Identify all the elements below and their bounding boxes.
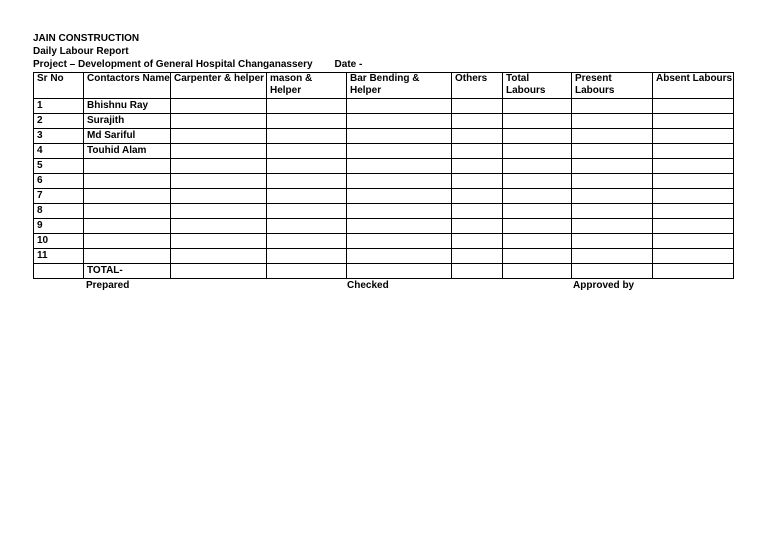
contractor-name-cell	[84, 249, 171, 264]
contractor-name-cell	[84, 204, 171, 219]
cell-empty	[452, 189, 503, 204]
cell-empty	[452, 99, 503, 114]
cell-empty	[171, 234, 267, 249]
cell-empty	[347, 159, 452, 174]
cell-empty	[503, 174, 572, 189]
cell-empty	[267, 249, 347, 264]
cell-empty	[171, 144, 267, 159]
contractor-name-cell	[84, 189, 171, 204]
table-row	[34, 189, 734, 204]
cell-empty	[572, 219, 653, 234]
cell-empty	[653, 99, 734, 114]
cell-empty	[171, 174, 267, 189]
cell-empty	[503, 159, 572, 174]
sr-no-cell: 7	[34, 189, 84, 204]
cell-empty	[452, 234, 503, 249]
cell-empty	[171, 159, 267, 174]
cell-empty	[347, 204, 452, 219]
checked-label: Checked	[347, 280, 389, 291]
column-header-total-labours: Total Labours	[503, 73, 572, 99]
table-row	[34, 159, 734, 174]
sr-no-cell: 6	[34, 174, 84, 189]
cell-empty	[452, 204, 503, 219]
cell-empty	[503, 114, 572, 129]
cell-empty	[653, 249, 734, 264]
cell-empty	[171, 264, 267, 279]
approved-by-label: Approved by	[573, 280, 635, 291]
sr-no-cell: 4	[34, 144, 84, 159]
cell-empty	[347, 189, 452, 204]
cell-empty	[503, 129, 572, 144]
cell-empty	[34, 264, 84, 279]
contractor-name-cell: Bhishnu Ray	[84, 99, 171, 114]
cell-empty	[572, 234, 653, 249]
cell-empty	[267, 99, 347, 114]
cell-empty	[171, 129, 267, 144]
column-header-absent-labours: Absent Labours	[653, 73, 734, 99]
cell-empty	[572, 174, 653, 189]
cell-empty	[347, 114, 452, 129]
table-row	[34, 204, 734, 219]
cell-empty	[267, 264, 347, 279]
column-header-others: Others	[452, 73, 503, 99]
contractor-name-cell: Surajith	[84, 114, 171, 129]
sr-no-cell: 10	[34, 234, 84, 249]
column-header-mason-helper: mason & Helper	[267, 73, 347, 99]
project-line	[33, 58, 362, 71]
cell-empty	[503, 99, 572, 114]
contractor-name-cell: Touhid Alam	[84, 144, 171, 159]
cell-empty	[653, 174, 734, 189]
table-row	[34, 114, 734, 129]
cell-empty	[452, 219, 503, 234]
cell-empty	[572, 159, 653, 174]
cell-empty	[503, 249, 572, 264]
cell-empty	[572, 114, 653, 129]
cell-empty	[503, 144, 572, 159]
cell-empty	[503, 219, 572, 234]
column-header-sr-no: Sr No	[34, 73, 84, 99]
cell-empty	[267, 174, 347, 189]
cell-empty	[347, 234, 452, 249]
table-row	[34, 144, 734, 159]
report-title: Daily Labour Report	[33, 46, 129, 57]
sr-no-cell: 5	[34, 159, 84, 174]
cell-empty	[347, 249, 452, 264]
cell-empty	[171, 189, 267, 204]
cell-empty	[653, 114, 734, 129]
cell-empty	[572, 99, 653, 114]
project-name: Project – Development of General Hospital Changanassery	[33, 59, 313, 70]
table-row	[34, 219, 734, 234]
cell-empty	[503, 189, 572, 204]
cell-empty	[171, 204, 267, 219]
sr-no-cell: 8	[34, 204, 84, 219]
cell-empty	[653, 204, 734, 219]
cell-empty	[267, 219, 347, 234]
cell-empty	[572, 249, 653, 264]
cell-empty	[171, 99, 267, 114]
header-row	[34, 73, 734, 99]
column-header-carpenter-helper: Carpenter & helper	[171, 73, 267, 99]
cell-empty	[267, 114, 347, 129]
labour-table	[33, 72, 734, 279]
cell-empty	[267, 144, 347, 159]
column-header-bar-bending-helper: Bar Bending & Helper	[347, 73, 452, 99]
cell-empty	[653, 234, 734, 249]
sr-no-cell: 9	[34, 219, 84, 234]
cell-empty	[171, 249, 267, 264]
cell-empty	[452, 144, 503, 159]
cell-empty	[452, 129, 503, 144]
cell-empty	[267, 159, 347, 174]
table-body	[34, 99, 734, 279]
cell-empty	[503, 234, 572, 249]
cell-empty	[572, 264, 653, 279]
cell-empty	[171, 114, 267, 129]
cell-empty	[653, 264, 734, 279]
cell-empty	[347, 99, 452, 114]
cell-empty	[572, 144, 653, 159]
cell-empty	[347, 219, 452, 234]
prepared-label: Prepared	[86, 280, 130, 291]
table-row	[34, 129, 734, 144]
total-row	[34, 264, 734, 279]
sr-no-cell: 3	[34, 129, 84, 144]
cell-empty	[347, 129, 452, 144]
cell-empty	[653, 189, 734, 204]
table-row	[34, 99, 734, 114]
sr-no-cell: 1	[34, 99, 84, 114]
cell-empty	[452, 159, 503, 174]
table-row	[34, 174, 734, 189]
cell-empty	[452, 264, 503, 279]
cell-empty	[347, 144, 452, 159]
company-name: JAIN CONSTRUCTION	[33, 33, 140, 44]
cell-empty	[572, 204, 653, 219]
sr-no-cell: 11	[34, 249, 84, 264]
contractor-name-cell	[84, 174, 171, 189]
contractor-name-cell	[84, 234, 171, 249]
cell-empty	[503, 264, 572, 279]
cell-empty	[452, 114, 503, 129]
table-row	[34, 234, 734, 249]
cell-empty	[653, 144, 734, 159]
cell-empty	[653, 219, 734, 234]
cell-empty	[267, 234, 347, 249]
contractor-name-cell	[84, 159, 171, 174]
cell-empty	[452, 174, 503, 189]
table-row	[34, 249, 734, 264]
cell-empty	[267, 189, 347, 204]
column-header-contractors-name: Contactors Name	[84, 73, 171, 99]
cell-empty	[503, 204, 572, 219]
column-header-present-labours: Present Labours	[572, 73, 653, 99]
cell-empty	[267, 129, 347, 144]
cell-empty	[171, 219, 267, 234]
sr-no-cell: 2	[34, 114, 84, 129]
contractor-name-cell: Md Sariful	[84, 129, 171, 144]
contractor-name-cell	[84, 219, 171, 234]
date-label: Date -	[334, 59, 363, 70]
cell-empty	[347, 174, 452, 189]
total-label: TOTAL-	[84, 264, 171, 279]
cell-empty	[347, 264, 452, 279]
cell-empty	[653, 129, 734, 144]
cell-empty	[452, 249, 503, 264]
cell-empty	[653, 159, 734, 174]
cell-empty	[572, 189, 653, 204]
cell-empty	[572, 129, 653, 144]
cell-empty	[267, 204, 347, 219]
